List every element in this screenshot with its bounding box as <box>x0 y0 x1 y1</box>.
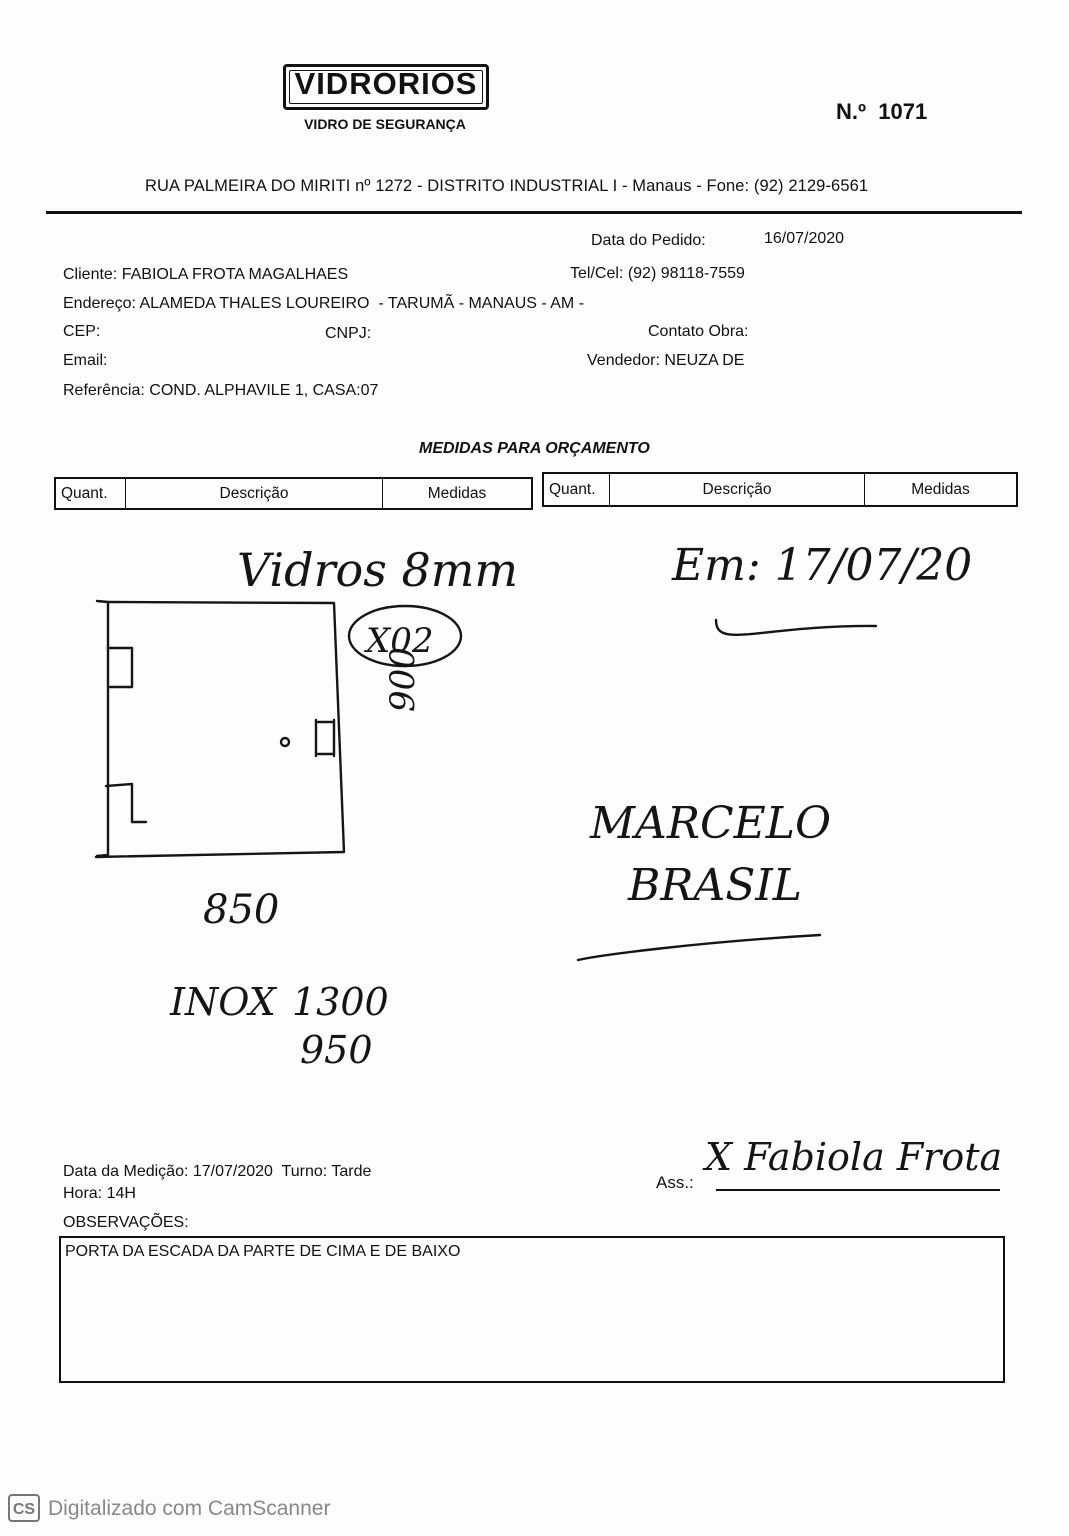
order-date-label: Data do Pedido: <box>591 232 706 249</box>
phone-value: (92) 98118-7559 <box>627 265 745 282</box>
observations-text: PORTA DA ESCADA DA PARTE DE CIMA E DE BAIXO <box>65 1243 461 1260</box>
reference-value: COND. ALPHAVILE 1, CASA:07 <box>149 382 379 399</box>
hand-inox-width: 1300 <box>292 980 389 1024</box>
hinge-bottom <box>106 784 146 822</box>
hinge-top <box>108 648 132 687</box>
measure-date-field <box>63 1163 371 1181</box>
hand-height: 900 <box>383 647 423 712</box>
measurements-title: MEDIDAS PARA ORÇAMENTO <box>419 440 650 457</box>
scanner-watermark: Digitalizado com CamScanner <box>48 1497 331 1520</box>
col-measures: Medidas <box>911 480 970 498</box>
hand-quantity: X02 <box>366 621 434 661</box>
signature-line <box>716 1189 1000 1191</box>
observations-label: OBSERVAÇÕES: <box>63 1214 189 1231</box>
hand-name-last: BRASIL <box>628 860 802 911</box>
company-logo: VIDRORIOS <box>294 66 478 101</box>
hand-glass-spec: Vidros 8mm <box>237 543 518 597</box>
order-number-label: N.º <box>836 99 867 124</box>
door-left-edge <box>97 601 108 856</box>
time-field <box>63 1185 136 1203</box>
address-value: ALAMEDA THALES LOUREIRO - TARUMÃ - MANAUS - AM - <box>139 295 585 312</box>
email-label: Email: <box>63 352 108 369</box>
col-measures: Medidas <box>427 484 487 502</box>
contact-label: Contato Obra: <box>648 323 749 340</box>
col-quant: Quant. <box>544 474 610 505</box>
shift-value: Tarde <box>331 1163 372 1180</box>
seller-label: Vendedor: <box>587 352 660 369</box>
col-description: Descrição <box>610 474 865 505</box>
time-value: 14H <box>106 1185 136 1202</box>
hand-inox-label: INOX <box>170 980 276 1024</box>
client-value: FABIOLA FROTA MAGALHAES <box>121 266 349 283</box>
hand-name-first: MARCELO <box>590 798 832 849</box>
col-quant: Quant. <box>56 479 126 508</box>
hand-width: 850 <box>203 887 280 933</box>
cep-label: CEP: <box>63 323 101 340</box>
address-label: Endereço: <box>63 295 136 312</box>
measure-date-label: Data da Medição: <box>63 1163 189 1180</box>
time-label: Hora: <box>63 1185 103 1202</box>
underline-stroke <box>716 620 876 635</box>
reference-label: Referência: <box>63 382 145 399</box>
hand-date-note: Em: 17/07/20 <box>672 540 973 591</box>
col-description: Descrição <box>126 479 383 508</box>
handle-dot <box>281 738 289 746</box>
signature-label: Ass.: <box>656 1173 694 1192</box>
hand-signature: X Fabiola Frota <box>705 1135 1003 1179</box>
measure-date-value: 17/07/2020 <box>192 1163 273 1180</box>
cnpj-label: CNPJ: <box>325 325 372 342</box>
shift-label: Turno: <box>281 1163 328 1180</box>
seller-value: NEUZA DE <box>664 352 745 369</box>
phone-label: Tel/Cel: <box>570 265 624 282</box>
order-date: 16/07/2020 <box>764 230 845 247</box>
lock-mark <box>316 720 334 756</box>
camscanner-logo-icon: CS <box>8 1494 40 1522</box>
company-tagline: VIDRO DE SEGURANÇA <box>304 116 466 132</box>
hand-inox-height: 950 <box>300 1028 373 1072</box>
order-number-value: 1071 <box>878 99 928 124</box>
client-label: Cliente: <box>63 266 118 283</box>
signature-underline <box>578 935 820 960</box>
company-address: RUA PALMEIRA DO MIRITI nº 1272 - DISTRITO INDUSTRIAL I - Manaus - Fone: (92) 2129-6561 <box>145 177 869 195</box>
